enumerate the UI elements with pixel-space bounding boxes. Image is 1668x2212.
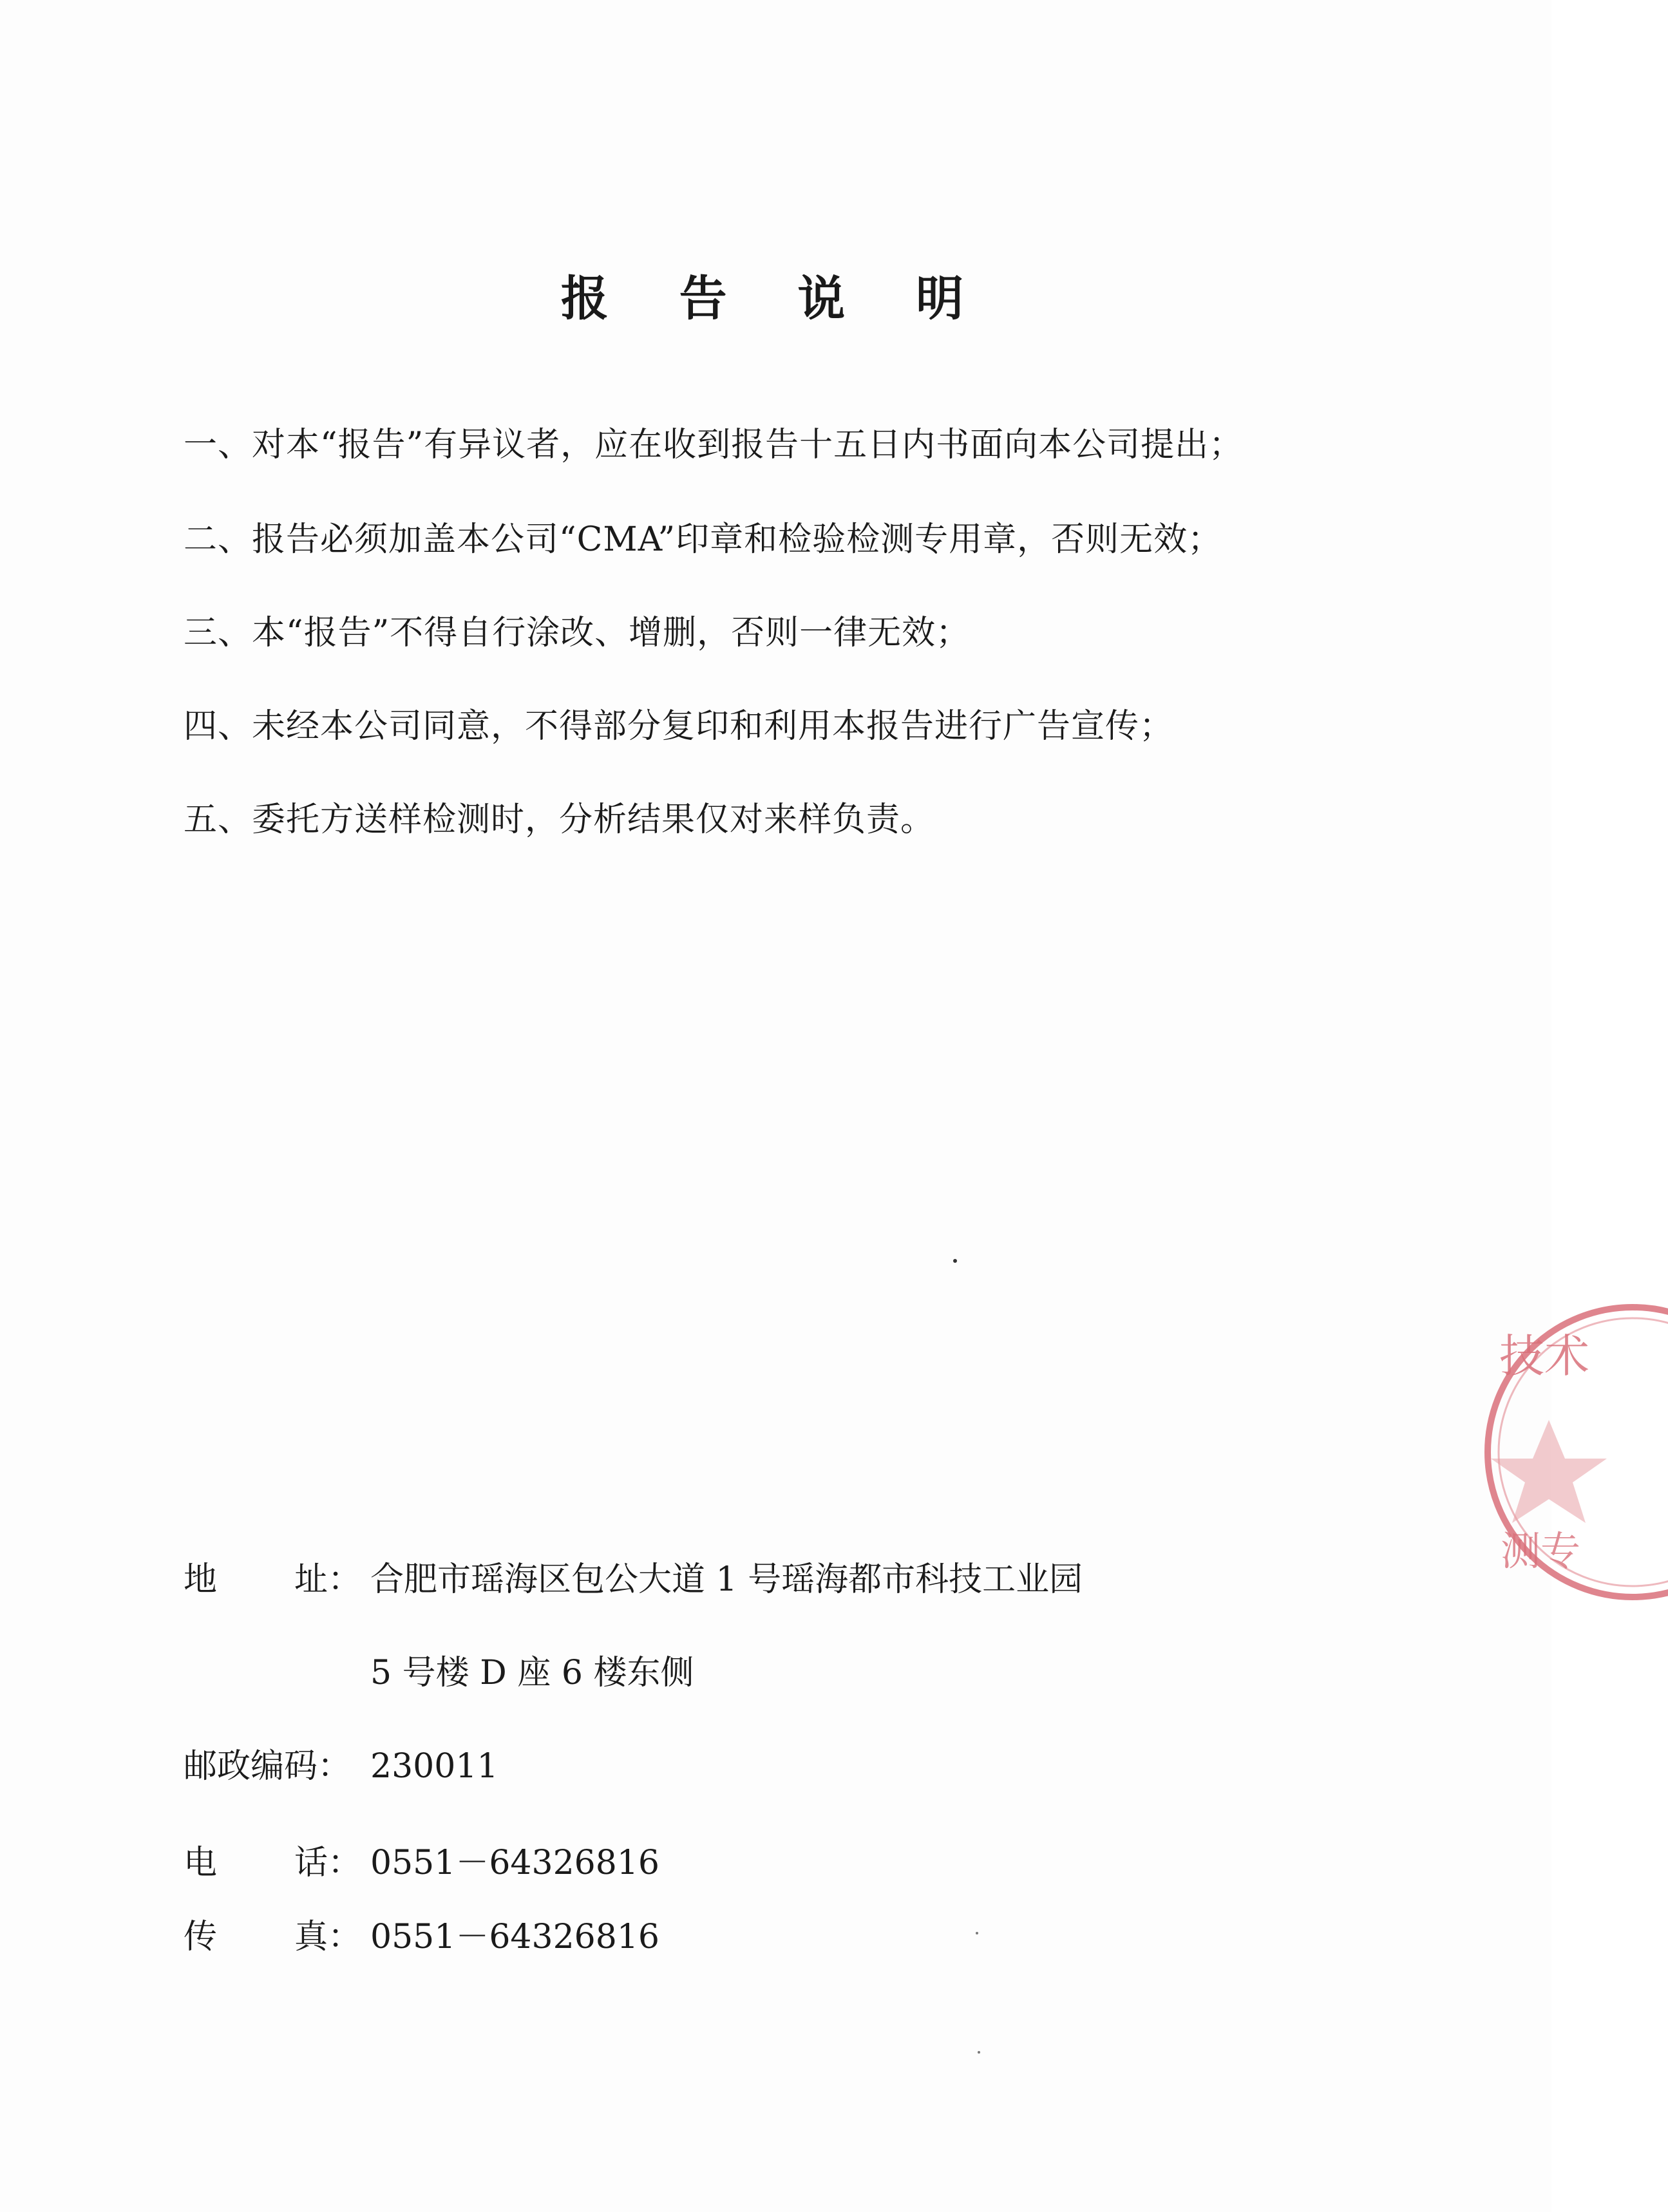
address-line1: 合肥市瑶海区包公大道 1 号瑶海都市科技工业园 [370,1560,1083,1599]
fax-label [184,1909,370,1958]
seal-stamp-partial [1475,1294,1668,1610]
clause-2: 二、报告必须加盖本公司“CMA”印章和检验检测专用章，否则无效； [184,520,1222,559]
scan-speck [953,1259,957,1263]
stamp-text-bottom: 测专 [1501,1527,1581,1574]
fax-value: 0551－64326816 [370,1918,660,1956]
address-row [184,1552,1083,1600]
phone-value: 0551－64326816 [370,1844,660,1882]
phone-label [184,1835,370,1884]
clause-4: 四、未经本公司同意，不得部分复印和利用本报告进行广告宣传； [184,707,1174,746]
address-label-b: 址： [294,1560,362,1599]
address-label-a: 地 [184,1560,218,1599]
fax-label-b: 真： [294,1918,362,1956]
fax-label-a: 传 [184,1918,218,1956]
phone-label-b: 话： [294,1844,362,1882]
postcode-label: 邮政编码： [184,1747,352,1786]
clause-5: 五、委托方送样检测时，分析结果仅对来样负责。 [184,800,935,839]
address-line2: 5 号楼 D 座 6 楼东侧 [370,1654,694,1692]
clause-1: 一、对本“报告”有异议者，应在收到报告十五日内书面向本公司提出； [184,426,1244,464]
page-title: 报 告 说 明 [560,271,991,326]
clause-3: 三、本“报告”不得自行涂改、增删，否则一律无效； [184,614,971,652]
stamp-text-top: 技术 [1499,1330,1589,1383]
phone-row [184,1835,659,1884]
scan-speck [976,1932,978,1934]
scan-speck [978,2051,980,2054]
fax-row [184,1909,659,1958]
address-label [184,1552,370,1600]
phone-label-a: 电 [184,1844,218,1882]
postcode-row [184,1739,498,1787]
postcode-value: 230011 [370,1747,498,1786]
